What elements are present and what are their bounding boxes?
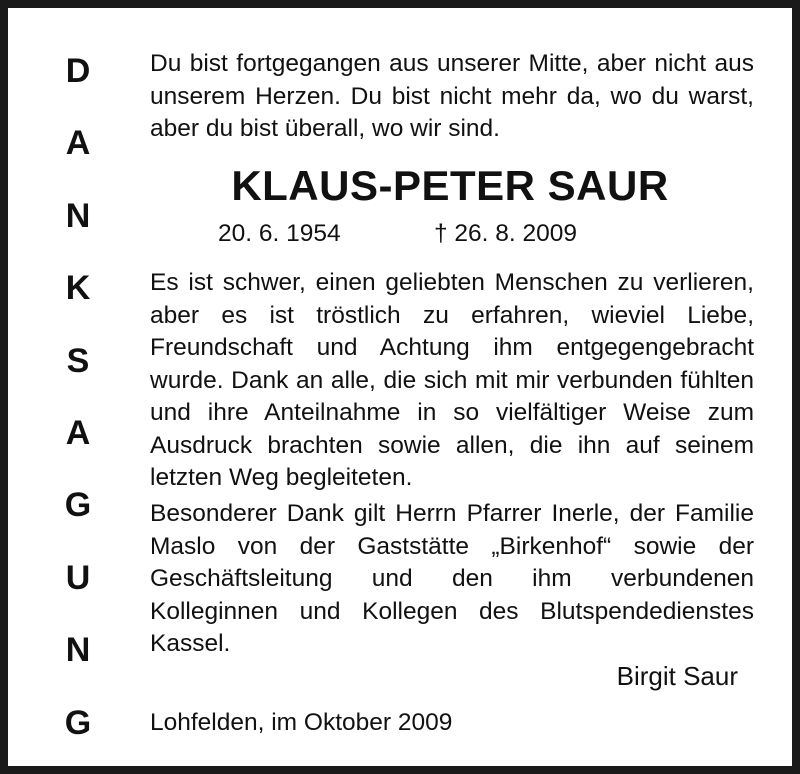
birth-date: 20. 6. 1954 [218,220,341,247]
title-letter: N [65,631,91,670]
thanks-paragraph: Es ist schwer, einen geliebten Menschen zu verlieren, aber es ist tröstlich zu erfahren, wieviel Liebe, Freundschaft und Achtung ihm entgegengebracht wurde. Dank an alle, die sich mit mir verbunden fühlten und ihre Anteilnahme in so vielfältiger Weise zum Ausdruck brachten sowie allen, die ihn auf seinem letzten Weg begleiteten. [150,269,754,491]
title-letter: G [64,703,92,742]
title-letter: N [65,196,91,235]
title-letter: A [65,124,91,163]
title-letter: D [65,52,91,90]
title-letter: U [65,558,91,597]
signature: Birgit Saur [616,661,738,691]
special-thanks-paragraph: Besonderer Dank gilt Herrn Pfarrer Inerle, der Familie Maslo von der Gaststätte „Birkenhof“ sowie der Geschäftsleitung und den ihm verbundenen Kolleginnen und Kollegen des Blutspendedienstes Kassel. [150,500,754,657]
death-date: † 26. 8. 2009 [434,220,578,247]
title-letter: K [65,269,91,308]
title-letter: G [64,486,92,525]
intro-quote: Du bist fortgegangen aus unserer Mitte, aber nicht aus unserem Herzen. Du bist nicht mehr da, wo du warst, aber du bist überall, wo wir sind. [150,50,754,142]
place-and-date: Lohfelden, im Oktober 2009 [150,709,453,736]
title-letter: A [65,413,91,452]
vertical-title-danksagung [48,48,108,772]
deceased-name: KLAUS-PETER SAUR [231,162,669,209]
title-letter: S [66,341,90,380]
